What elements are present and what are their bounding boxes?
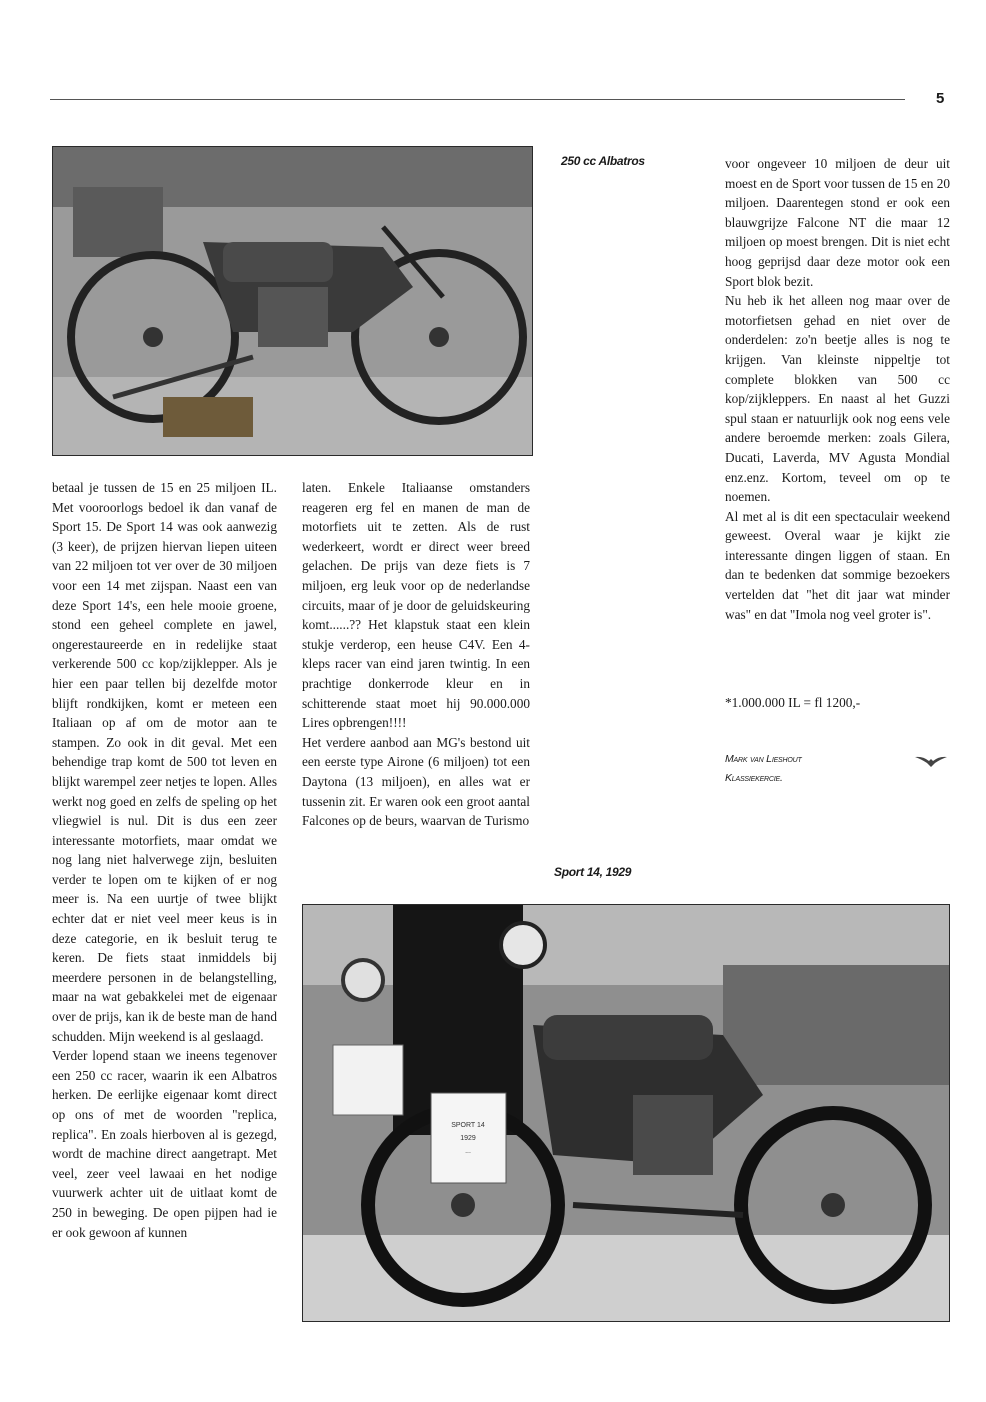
price-sign [431,1093,506,1183]
author-block [725,750,802,788]
paragraph: Het verdere aanbod aan MG's bestond uit een eerste type Airone (6 miljoen) tot een Daytona (13 miljoen), en alles wat er tussenin zit. Er waren ook een groot aantal Falcones op de beurs, waarvan de Turismo [302,734,530,829]
paragraph: voor ongeveer 10 miljoen de deur uit moest en de Sport voor tussen de 15 en 20 miljoen. Daarentegen stond er ook een blauwgrijze Falcone NT die maar 12 miljoen op moest brengen. Dit is niet echt hoog geprijsd daar deze motor ook een Sport blok bezit. [725,156,950,289]
paragraph: laten. Enkele Italiaanse omstanders reageren erg fel en manen de man de motorfiets uit te zetten. Als de rust wederkeert, wordt er direct weer breed gelachen. De prijs van deze fiets is 7 miljoen, erg leuk voor op de nederlandse circuits, maar of je door de geluidskeuring komt......?? Het klapstuk staat een klein stukje verderop, een heuse C4V. Een 4-kleps racer van eind jaren twintig. In een prachtige donkerrode kleur en in schitterende staat moet hij 90.000.000 Lires opbrengen!!!! [302,480,530,731]
photo-albatros [52,146,533,456]
photo-sport-14 [302,904,950,1322]
caption-top-photo: 250 cc Albatros [561,154,645,168]
column-right [725,154,950,624]
eagle-wings-icon [915,754,947,768]
price-sign-line: ... [465,1148,471,1155]
paragraph: Nu heb ik het alleen nog maar over de motorfietsen gehad en niet over de onderdelen: zo'n beetje alles is nog te krijgen. Van kleinste nippeltje tot complete blokken van 500 cc kop/zijkleppers. En naast al het Guzzi spul staan er natuurlijk ook nog eens vele andere beroemde merken: zoals Gilera, Ducati, Laverda, MV Agusta Mondial enz.enz. Kortom, teveel om op te noemen. [725,293,950,505]
paragraph: betaal je tussen de 15 en 25 miljoen IL. Met vooroorlogs bedoel ik dan vanaf de Sport 15. De Sport 14 was ook aanwezig (3 keer), de prijzen hiervan liepen uiteen van 22 miljoen tot ver over de 30 miljoen voor een 14 met zijspan. Naast een van deze Sport 14's, een hele mooie groene, stond een geheel complete en jawel, ongerestaureerde en in redelijke staat verkerende 500 cc kop/zijklepper. Als je hier een paar tellen bij dezelfde motor blijft rondkijken, komt er meteen een Italiaan op af om de motor aan te stampen. Zo ook in dit geval. Met een behendige trap komt de 500 tot leven en blijkt warempel zeer netjes te lopen. Alles werkt nog goed en zelfs de speling op het vliegwiel is nul. Dit is dus een zeer interessante motorfiets, maar omdat we nog lang niet halverwege zijn, besluiten verder te lopen om te kijken of er nog meer is. Na een uurtje of twee blijkt echter dat er niet veel meer keus is in deze categorie, en ik besluit terug te keren. De fiets staat inmiddels bij meerdere personen in de belangstelling, maar na wat gebakkelei met de eigenaar over de prijs, kan ik de beste man de hand schudden. Mijn weekend is al geslaagd. [52,480,277,1044]
paragraph: Verder lopend staan we ineens tegenover een 250 cc racer, waarin ik een Albatros herken. De eerlijke eigenaar komt direct op ons of met de woorden "replica, replica". En zoals hierboven al is gezegd, wordt de machine direct aangetrapt. Met veel, zeer veel lawaai en het nodige vuurwerk achter uit de uitlaat komt de 250 in beweging. De open pijpen had ie er ook gewoon af kunnen [52,1048,277,1240]
column-left [52,478,277,1242]
currency-footnote: *1.000.000 IL = fl 1200,- [725,695,861,710]
motorcycle-photo-sport-14 [303,905,949,1321]
paragraph: Al met al is dit een spectaculair weekend geweest. Overal waar je kijkt zie interessante dingen liggen of staan. En dan te bedenken dat sommige bezoekers vertelden dat "het dit jaar wat minder was" en dat "Imola nog veel groter is". [725,508,950,622]
column-middle [302,478,530,831]
price-sign-line: 1929 [460,1135,476,1142]
author-name: Mark van Lieshout [725,753,802,765]
author-org: Klassiekercie. [725,772,783,784]
header-rule [50,99,905,100]
price-sign-line: SPORT 14 [451,1122,485,1129]
caption-bottom-photo: Sport 14, 1929 [554,865,632,879]
page-number: 5 [936,90,945,107]
motorcycle-photo-albatros [53,147,532,455]
